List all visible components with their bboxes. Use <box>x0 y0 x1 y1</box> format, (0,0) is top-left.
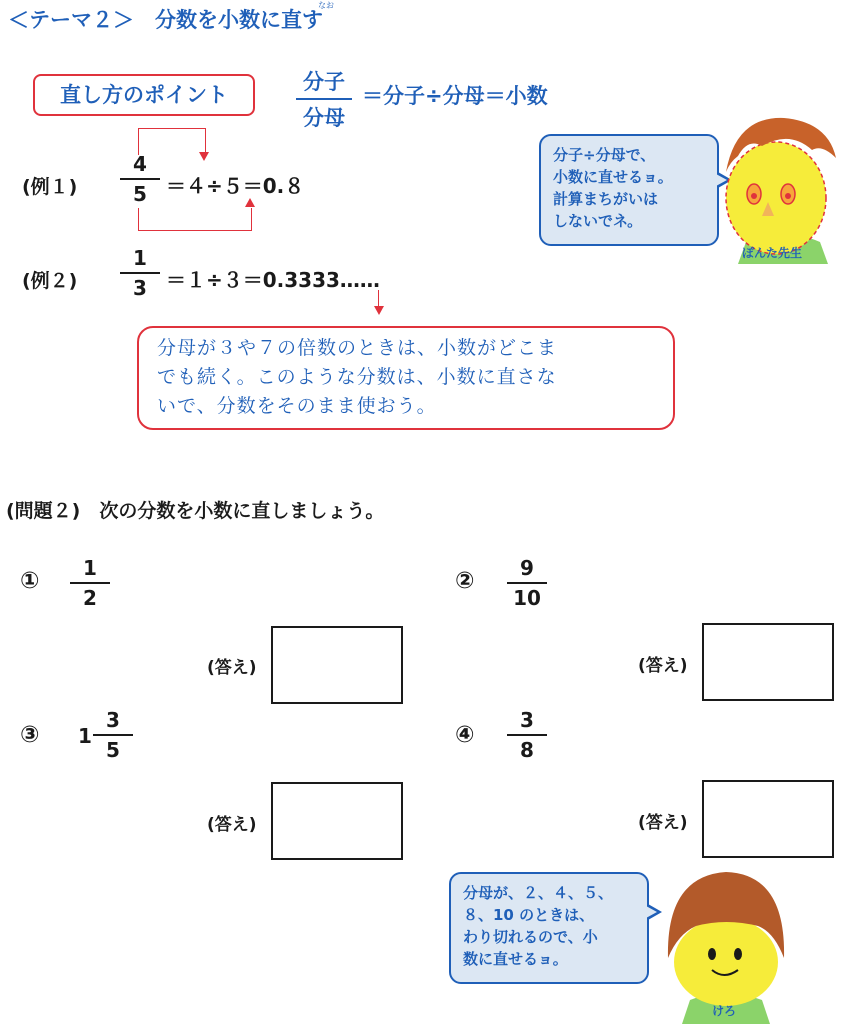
question3-fraction <box>93 708 133 762</box>
answer-label: (答え) <box>207 658 257 678</box>
question3-numerator: 3 <box>106 708 120 732</box>
arrow-up-icon <box>245 198 255 207</box>
teacher-speech-bubble <box>539 134 719 246</box>
page-title: ＜テーマ２＞ 分数を小数に直す <box>8 8 323 32</box>
question4-numerator: 3 <box>520 708 534 732</box>
arrow-down-icon <box>374 306 384 315</box>
question1-fraction <box>70 556 110 610</box>
left-pupil <box>751 193 757 199</box>
question-number-1: ① <box>20 568 40 594</box>
fraction-bar <box>296 98 352 100</box>
bubble-line: ８、10 のときは、 <box>463 906 595 924</box>
arrow-down-icon <box>199 152 209 161</box>
question3-whole-number: 1 <box>78 724 92 748</box>
formula-denominator: 分母 <box>303 106 345 130</box>
kero-character-illustration <box>662 866 788 1024</box>
question1-numerator: 1 <box>83 556 97 580</box>
kero-speech-bubble <box>449 872 649 984</box>
right-pupil <box>785 193 791 199</box>
bubble-tail-fill <box>646 906 657 918</box>
ruby-annotation: なお <box>318 1 334 10</box>
example2-equation: ＝１÷３＝0.3333…… <box>166 268 380 292</box>
fraction-bar <box>93 734 133 736</box>
bubble-line: わり切れるので、小 <box>463 928 598 946</box>
bubble-line: 分母が、２、４、５、 <box>463 884 614 902</box>
right-eye <box>734 948 742 960</box>
fraction-bar <box>70 582 110 584</box>
question1-denominator: 2 <box>83 586 97 610</box>
question-number-3: ③ <box>20 722 40 748</box>
teacher-face <box>726 142 826 254</box>
note-line: 分母が３や７の倍数のときは、小数がどこま <box>157 337 558 359</box>
teacher-name: ぽんた先生 <box>741 246 802 260</box>
example1-numerator: 4 <box>133 152 147 176</box>
example2-fraction <box>120 246 160 300</box>
left-eye <box>708 948 716 960</box>
example2-label: (例２) <box>22 270 78 292</box>
example2-denominator: 3 <box>133 276 147 300</box>
fraction-bar <box>120 178 160 180</box>
kero-face <box>674 918 778 1006</box>
answer-label: (答え) <box>638 656 688 676</box>
fraction-bar <box>507 582 547 584</box>
fraction-bar <box>120 272 160 274</box>
answer-box-1[interactable] <box>271 626 403 704</box>
question-number-4: ④ <box>455 722 475 748</box>
question2-denominator: 10 <box>513 586 541 610</box>
numerator-guide-line <box>138 128 206 155</box>
example1-denominator: 5 <box>133 182 147 206</box>
example2-numerator: 1 <box>133 246 147 270</box>
answer-box-3[interactable] <box>271 782 403 860</box>
example1-label: (例１) <box>22 176 78 198</box>
teacher-character-illustration <box>718 112 842 264</box>
formula-fraction <box>296 66 352 132</box>
answer-box-4[interactable] <box>702 780 834 858</box>
answer-box-2[interactable] <box>702 623 834 701</box>
example1-equation: ＝４÷５＝0.８ <box>166 174 305 198</box>
bubble-line: 分子÷分母で、 <box>553 146 656 164</box>
question2-fraction <box>507 556 547 610</box>
bubble-line: しないでネ。 <box>553 212 643 230</box>
problem-heading: (問題２) 次の分数を小数に直しましょう。 <box>6 500 385 522</box>
question3-denominator: 5 <box>106 738 120 762</box>
note-line: いで、分数をそのまま使おう。 <box>157 395 437 417</box>
formula-numerator: 分子 <box>303 70 345 94</box>
repeating-decimal-note <box>137 326 675 430</box>
answer-label: (答え) <box>207 815 257 835</box>
bubble-line: 小数に直せるョ。 <box>553 168 673 186</box>
bubble-line: 計算まちがいは <box>553 190 659 208</box>
bubble-line: 数に直せるョ。 <box>463 950 568 968</box>
answer-label: (答え) <box>638 813 688 833</box>
formula-equation: ＝分子÷分母＝小数 <box>362 84 548 108</box>
note-line: でも続く。このような分数は、小数に直さな <box>157 366 557 388</box>
kero-name: けろ <box>711 1004 736 1018</box>
question2-numerator: 9 <box>520 556 534 580</box>
question-number-2: ② <box>455 568 475 594</box>
example1-fraction <box>120 152 160 206</box>
denominator-guide-line <box>138 208 252 231</box>
fraction-bar <box>507 734 547 736</box>
method-point-label: 直し方のポイント <box>33 74 255 116</box>
question4-fraction <box>507 708 547 762</box>
question4-denominator: 8 <box>520 738 534 762</box>
